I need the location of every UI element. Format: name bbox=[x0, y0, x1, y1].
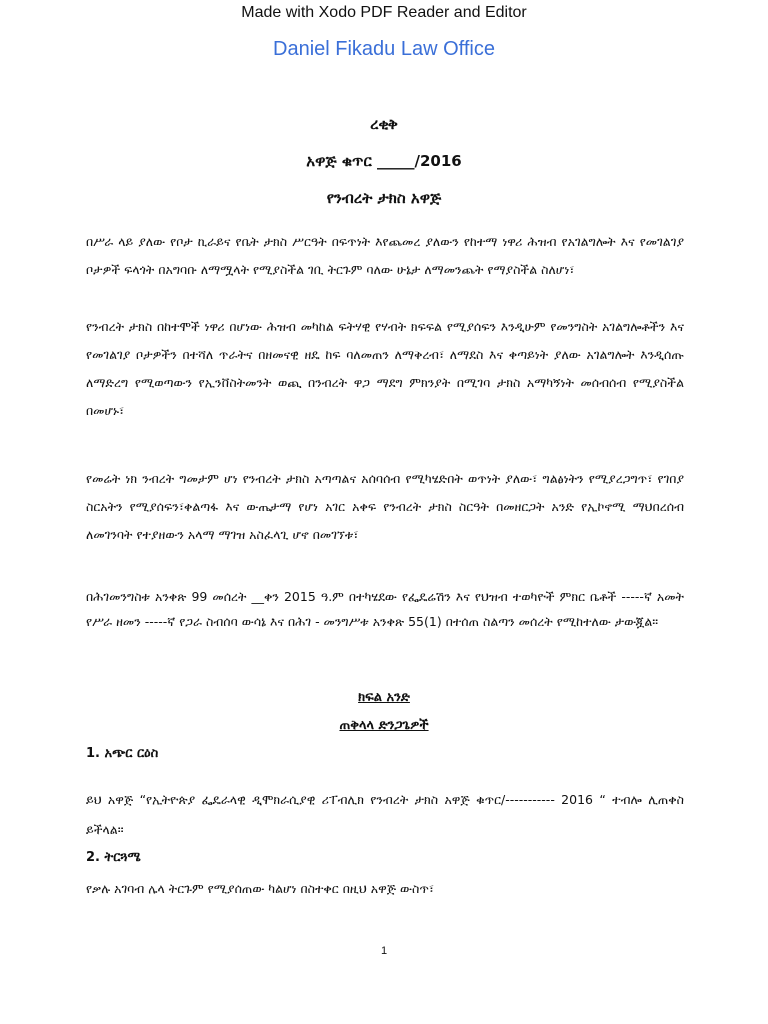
article-2-heading: 2. ትርጓሜ bbox=[86, 850, 141, 865]
proclamation-title: የንብረት ታክስ አዋጅ bbox=[326, 189, 442, 207]
preamble-paragraph-2: የንብረት ታክስ በከተሞች ነዋሪ በሆነው ሕዝብ መካከል ፍትሃዊ የሃብት ክፍፍል የሚያሰፍን እንዲሁም የመንግስት አገልግሎቶችን እና የመገልገያ ቦታዎችን በተሻለ ጥራትና በዘመናዊ ዘዴ ከፍ ባለመጠን ለማቅረብ፣ ለማደስ እና ቀጣይነት ያለው አገልግሎት እንዲሰጡ ለማድረግ የሚወጣውን የኢንቨስትመንት ወጪ በንብረት ዋጋ ማደግ ምክንያት በሚገባ ታክስ አማካኝነት መሰብሰብ የሚያስችል በመሆኑ፣ bbox=[86, 319, 684, 418]
preamble-paragraph-3: የመሬት ነክ ንብረት ግመታም ሆነ የንብረት ታክስ አጣጣልና አሰባሰብ የሚካሄድበት ወጥነት ያለው፣ ግልፅነትን የሚያረጋግጥ፣ የገበያ ስርአትን የሚያሰፍን፣ቀልጣፋ እና ውጤታማ የሆነ አገር አቀፍ የንብረት ታክስ ስርዓት በመዘርጋት አንድ የኢኮኖሚ ማህበረሰብ ለመገንባት የተያዘውን አላማ ማገዝ አስፈላጊ ሆኖ በመገኘቱ፣ bbox=[86, 471, 684, 542]
page-number: 1 bbox=[380, 945, 388, 957]
article-1-text: ይህ አዋጅ “የኢትዮጵያ ፌዴራላዊ ዲሞክራሲያዊ ሪፐብሊክ የንብረት ታክስ አዋጅ ቁጥር/----------- 2016 “ ተብሎ ሊጠቀስ ይችላል። bbox=[86, 792, 684, 837]
document-type: ረቂቅ bbox=[370, 115, 398, 133]
part-title: ጠቅላላ ድንጋጌዎች bbox=[339, 718, 429, 733]
law-office-name: Daniel Fikadu Law Office bbox=[273, 38, 495, 60]
article-1-heading: 1. አጭር ርዕስ bbox=[86, 746, 159, 761]
proclamation-number: አዋጅ ቁጥር _____/2016 bbox=[306, 152, 462, 170]
preamble-paragraph-4: በሕገመንግስቱ አንቀጽ 99 መሰረት __ቀን 2015 ዓ.ም በተካሄደው የፌዴሬሽን እና የህዝብ ተወካዮች ምክር ቤቶች -----ኛ አመት የሥራ ዘመን -----ኛ የጋራ ስብሰባ ውሳኔ እና በሕገ - መንግሥቱ አንቀጽ 55(1) በተሰጠ ስልጣን መሰረት የሚከተለው ታውጇል። bbox=[86, 589, 684, 629]
watermark-text: Made with Xodo PDF Reader and Editor bbox=[241, 4, 527, 21]
preamble-paragraph-1: በሥራ ላይ ያለው የቦታ ኪራይና የቤት ታክስ ሥርዓት በፍጥነት እየጨመረ ያለውን የከተማ ነዋሪ ሕዝብ የአገልግሎት እና የመገልገያ ቦታዎች ፍላጎት በአግባቡ ለማሟላት የሚያስችል ገቢ ትርጉም ባለው ሁኔታ ለማመንጨት የማያስችል ስለሆነ፣ bbox=[86, 234, 684, 277]
article-2-text: የቃሉ አገባብ ሌላ ትርጉም የሚያሰጠው ካልሆነ በስተቀር በዚህ አዋጅ ውስጥ፣ bbox=[86, 881, 435, 896]
part-heading: ክፍል አንድ bbox=[358, 690, 410, 705]
